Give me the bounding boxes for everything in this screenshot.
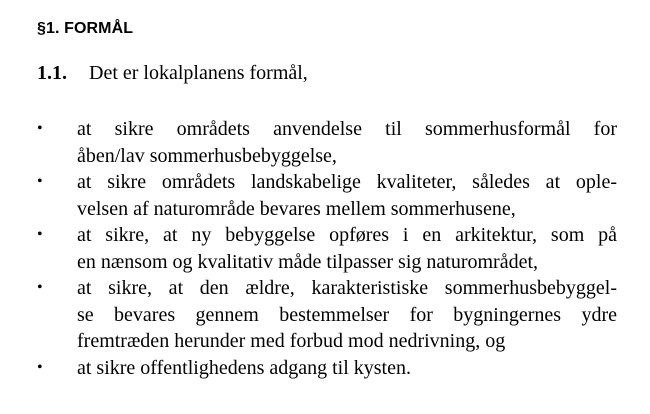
- purpose-bullet-list: [37, 116, 617, 381]
- list-item-text: [77, 169, 617, 222]
- list-item-line: at sikre områdets landskabelige kvaliteter, således at ople-: [77, 171, 617, 193]
- subsection-text: Det er lokalplanens formål,: [89, 62, 308, 84]
- list-item-line: at sikre områdets anvendelse til sommerhusformål for: [77, 118, 617, 140]
- list-item-line: åben/lav sommerhusbebyggelse,: [77, 144, 337, 167]
- list-item-text: [77, 222, 617, 275]
- bullet-icon: •: [37, 358, 43, 376]
- list-item: [37, 275, 617, 355]
- list-item-text: [77, 116, 617, 169]
- section-heading: §1. FORMÅL: [37, 20, 134, 37]
- list-item-line: velsen af naturområde bevares mellem sommerhusene,: [77, 197, 516, 220]
- bullet-icon: •: [37, 226, 43, 243]
- list-item-line: at sikre offentlighedens adgang til kysten.: [77, 356, 411, 379]
- subsection-number: 1.1.: [37, 62, 67, 84]
- list-item-text: [77, 355, 617, 382]
- list-item-line: en nænsom og kvalitativ måde tilpasser sig naturområdet,: [77, 250, 539, 273]
- list-item-line: at sikre, at den ældre, karakteristiske sommerhusbebyggel-: [77, 277, 617, 299]
- list-item: [37, 355, 617, 382]
- list-item: [37, 222, 617, 275]
- list-item-line: fremtræden herunder med forbud mod nedrivning, og: [77, 330, 506, 352]
- list-item: [37, 116, 617, 169]
- bullet-icon: •: [37, 279, 43, 296]
- subsection-1-1: [37, 60, 308, 86]
- bullet-icon: •: [37, 173, 43, 190]
- list-item-line: at sikre, at ny bebyggelse opføres i en arkitektur, som på: [77, 224, 617, 246]
- list-item: [37, 169, 617, 222]
- bullet-icon: •: [37, 120, 43, 137]
- list-item-line: se bevares gennem bestemmelser for bygningernes ydre: [77, 303, 617, 326]
- list-item-text: [77, 275, 617, 355]
